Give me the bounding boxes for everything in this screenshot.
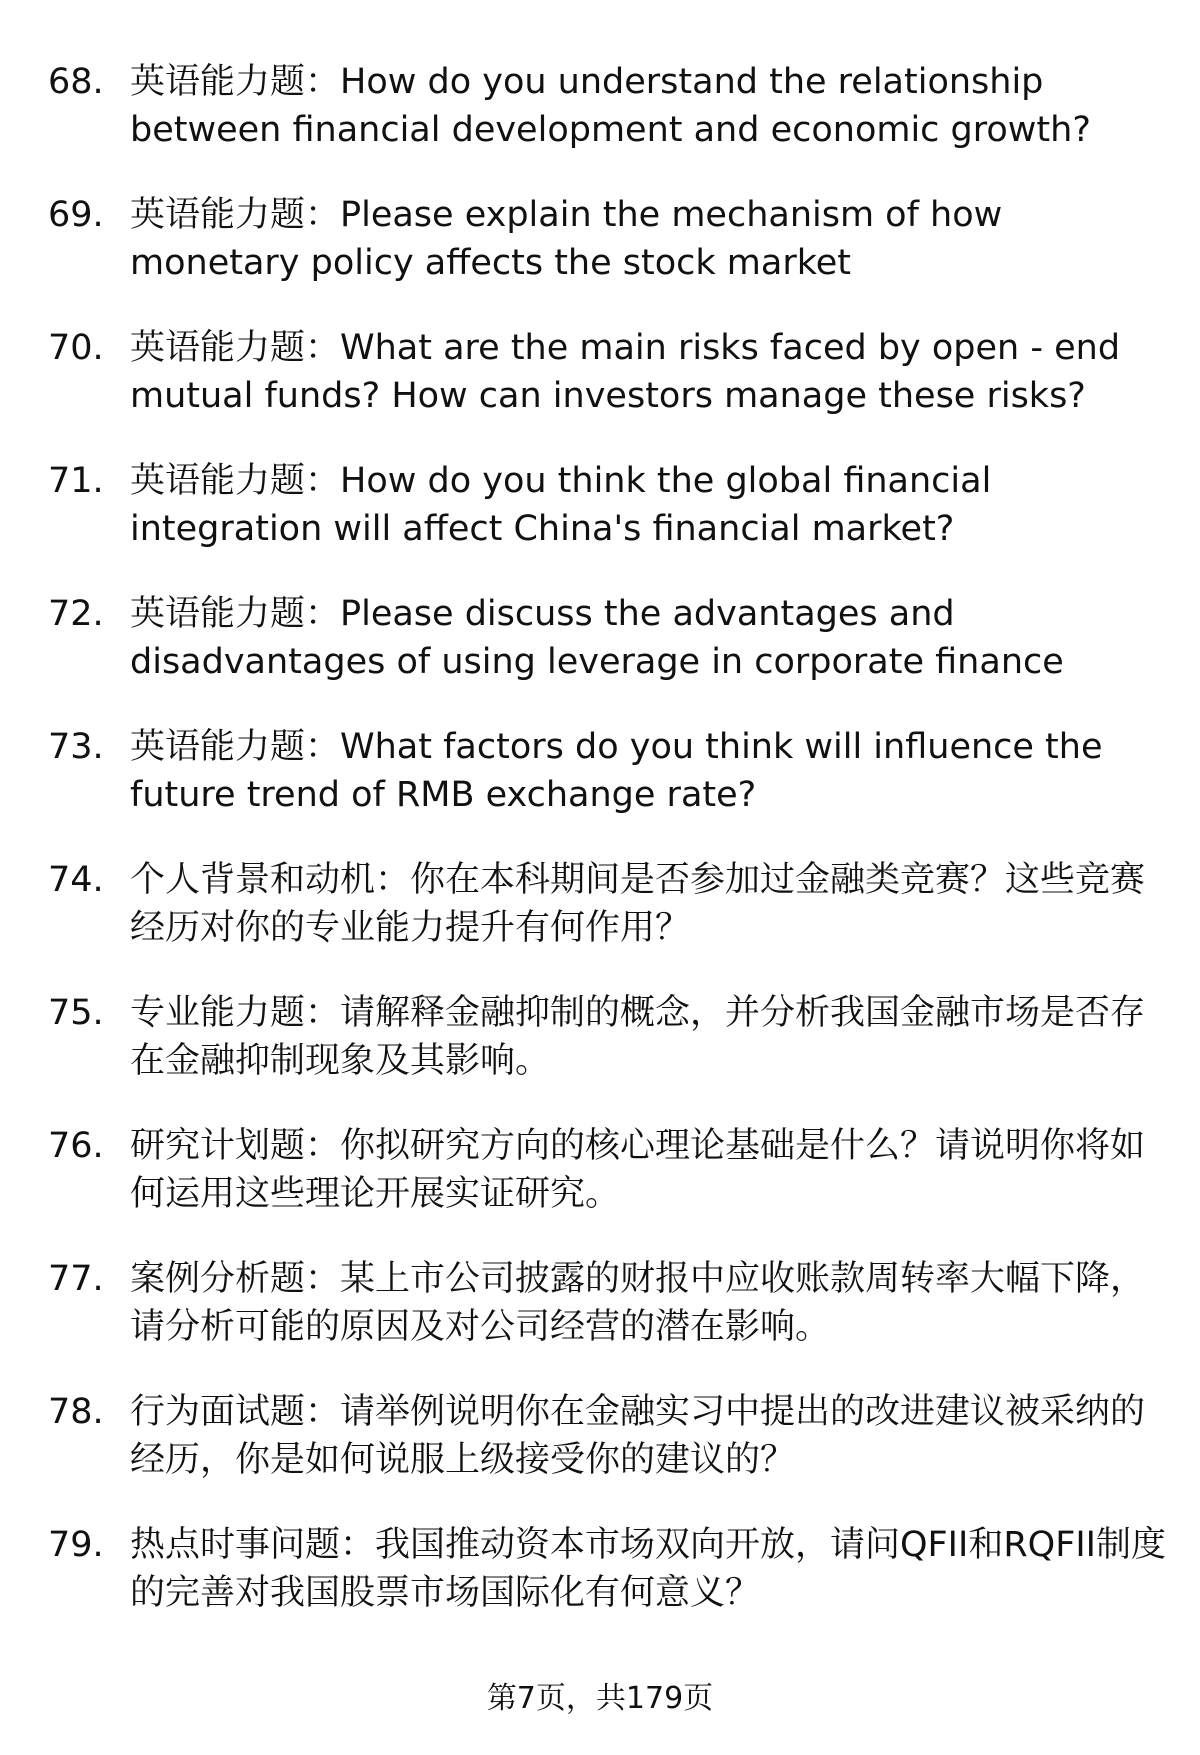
list-item	[48, 723, 1168, 819]
question-text: 研究计划题：你拟研究方向的核心理论基础是什么？请说明你将如何运用这些理论开展实证研究。	[130, 1126, 1146, 1214]
list-item	[48, 1388, 1168, 1484]
question-text: 英语能力题：Please explain the mechanism of how monetary policy affects the stock market	[130, 195, 1003, 283]
page-footer: 第7页，共179页	[486, 1681, 714, 1716]
question-text: 热点时事问题：我国推动资本市场双向开放，请问QFII和RQFII制度的完善对我国股票市场国际化有何意义？	[130, 1525, 1166, 1613]
list-item	[48, 1521, 1168, 1617]
question-text: 英语能力题：Please discuss the advantages and disadvantages of using leverage in corporate finance	[130, 594, 1064, 682]
list-item	[48, 1122, 1168, 1218]
list-item	[48, 191, 1168, 287]
list-item	[48, 590, 1168, 686]
question-number: 79.	[48, 1525, 104, 1565]
question-text: 英语能力题：How do you understand the relationship between financial development and economic growth?	[130, 62, 1091, 150]
question-text: 行为面试题：请举例说明你在金融实习中提出的改进建议被采纳的经历，你是如何说服上级接受你的建议的？	[130, 1392, 1146, 1480]
list-item	[48, 989, 1168, 1085]
question-number: 70.	[48, 328, 104, 368]
list-item	[48, 856, 1168, 952]
question-text: 英语能力题：What factors do you think will influence the future trend of RMB exchange rate?	[130, 727, 1103, 815]
list-item	[48, 1255, 1168, 1351]
question-text: 案例分析题：某上市公司披露的财报中应收账款周转率大幅下降，请分析可能的原因及对公司经营的潜在影响。	[130, 1259, 1146, 1347]
question-text: 个人背景和动机：你在本科期间是否参加过金融类竞赛？这些竞赛经历对你的专业能力提升有何作用？	[130, 860, 1146, 948]
question-number: 68.	[48, 62, 104, 102]
list-item	[48, 58, 1168, 154]
question-text: 专业能力题：请解释金融抑制的概念，并分析我国金融市场是否存在金融抑制现象及其影响。	[130, 993, 1146, 1081]
question-number: 71.	[48, 461, 104, 501]
question-number: 74.	[48, 860, 104, 900]
question-text: 英语能力题：What are the main risks faced by open - end mutual funds? How can investors manage these risks?	[130, 328, 1121, 416]
question-number: 73.	[48, 727, 104, 767]
list-item	[48, 457, 1168, 553]
question-number: 76.	[48, 1126, 104, 1166]
question-list	[48, 58, 1168, 1654]
list-item	[48, 324, 1168, 420]
question-text: 英语能力题：How do you think the global financial integration will affect China's financial market?	[130, 461, 992, 549]
question-number: 69.	[48, 195, 104, 235]
question-number: 78.	[48, 1392, 104, 1432]
question-number: 77.	[48, 1259, 104, 1299]
question-number: 75.	[48, 993, 104, 1033]
question-number: 72.	[48, 594, 104, 634]
